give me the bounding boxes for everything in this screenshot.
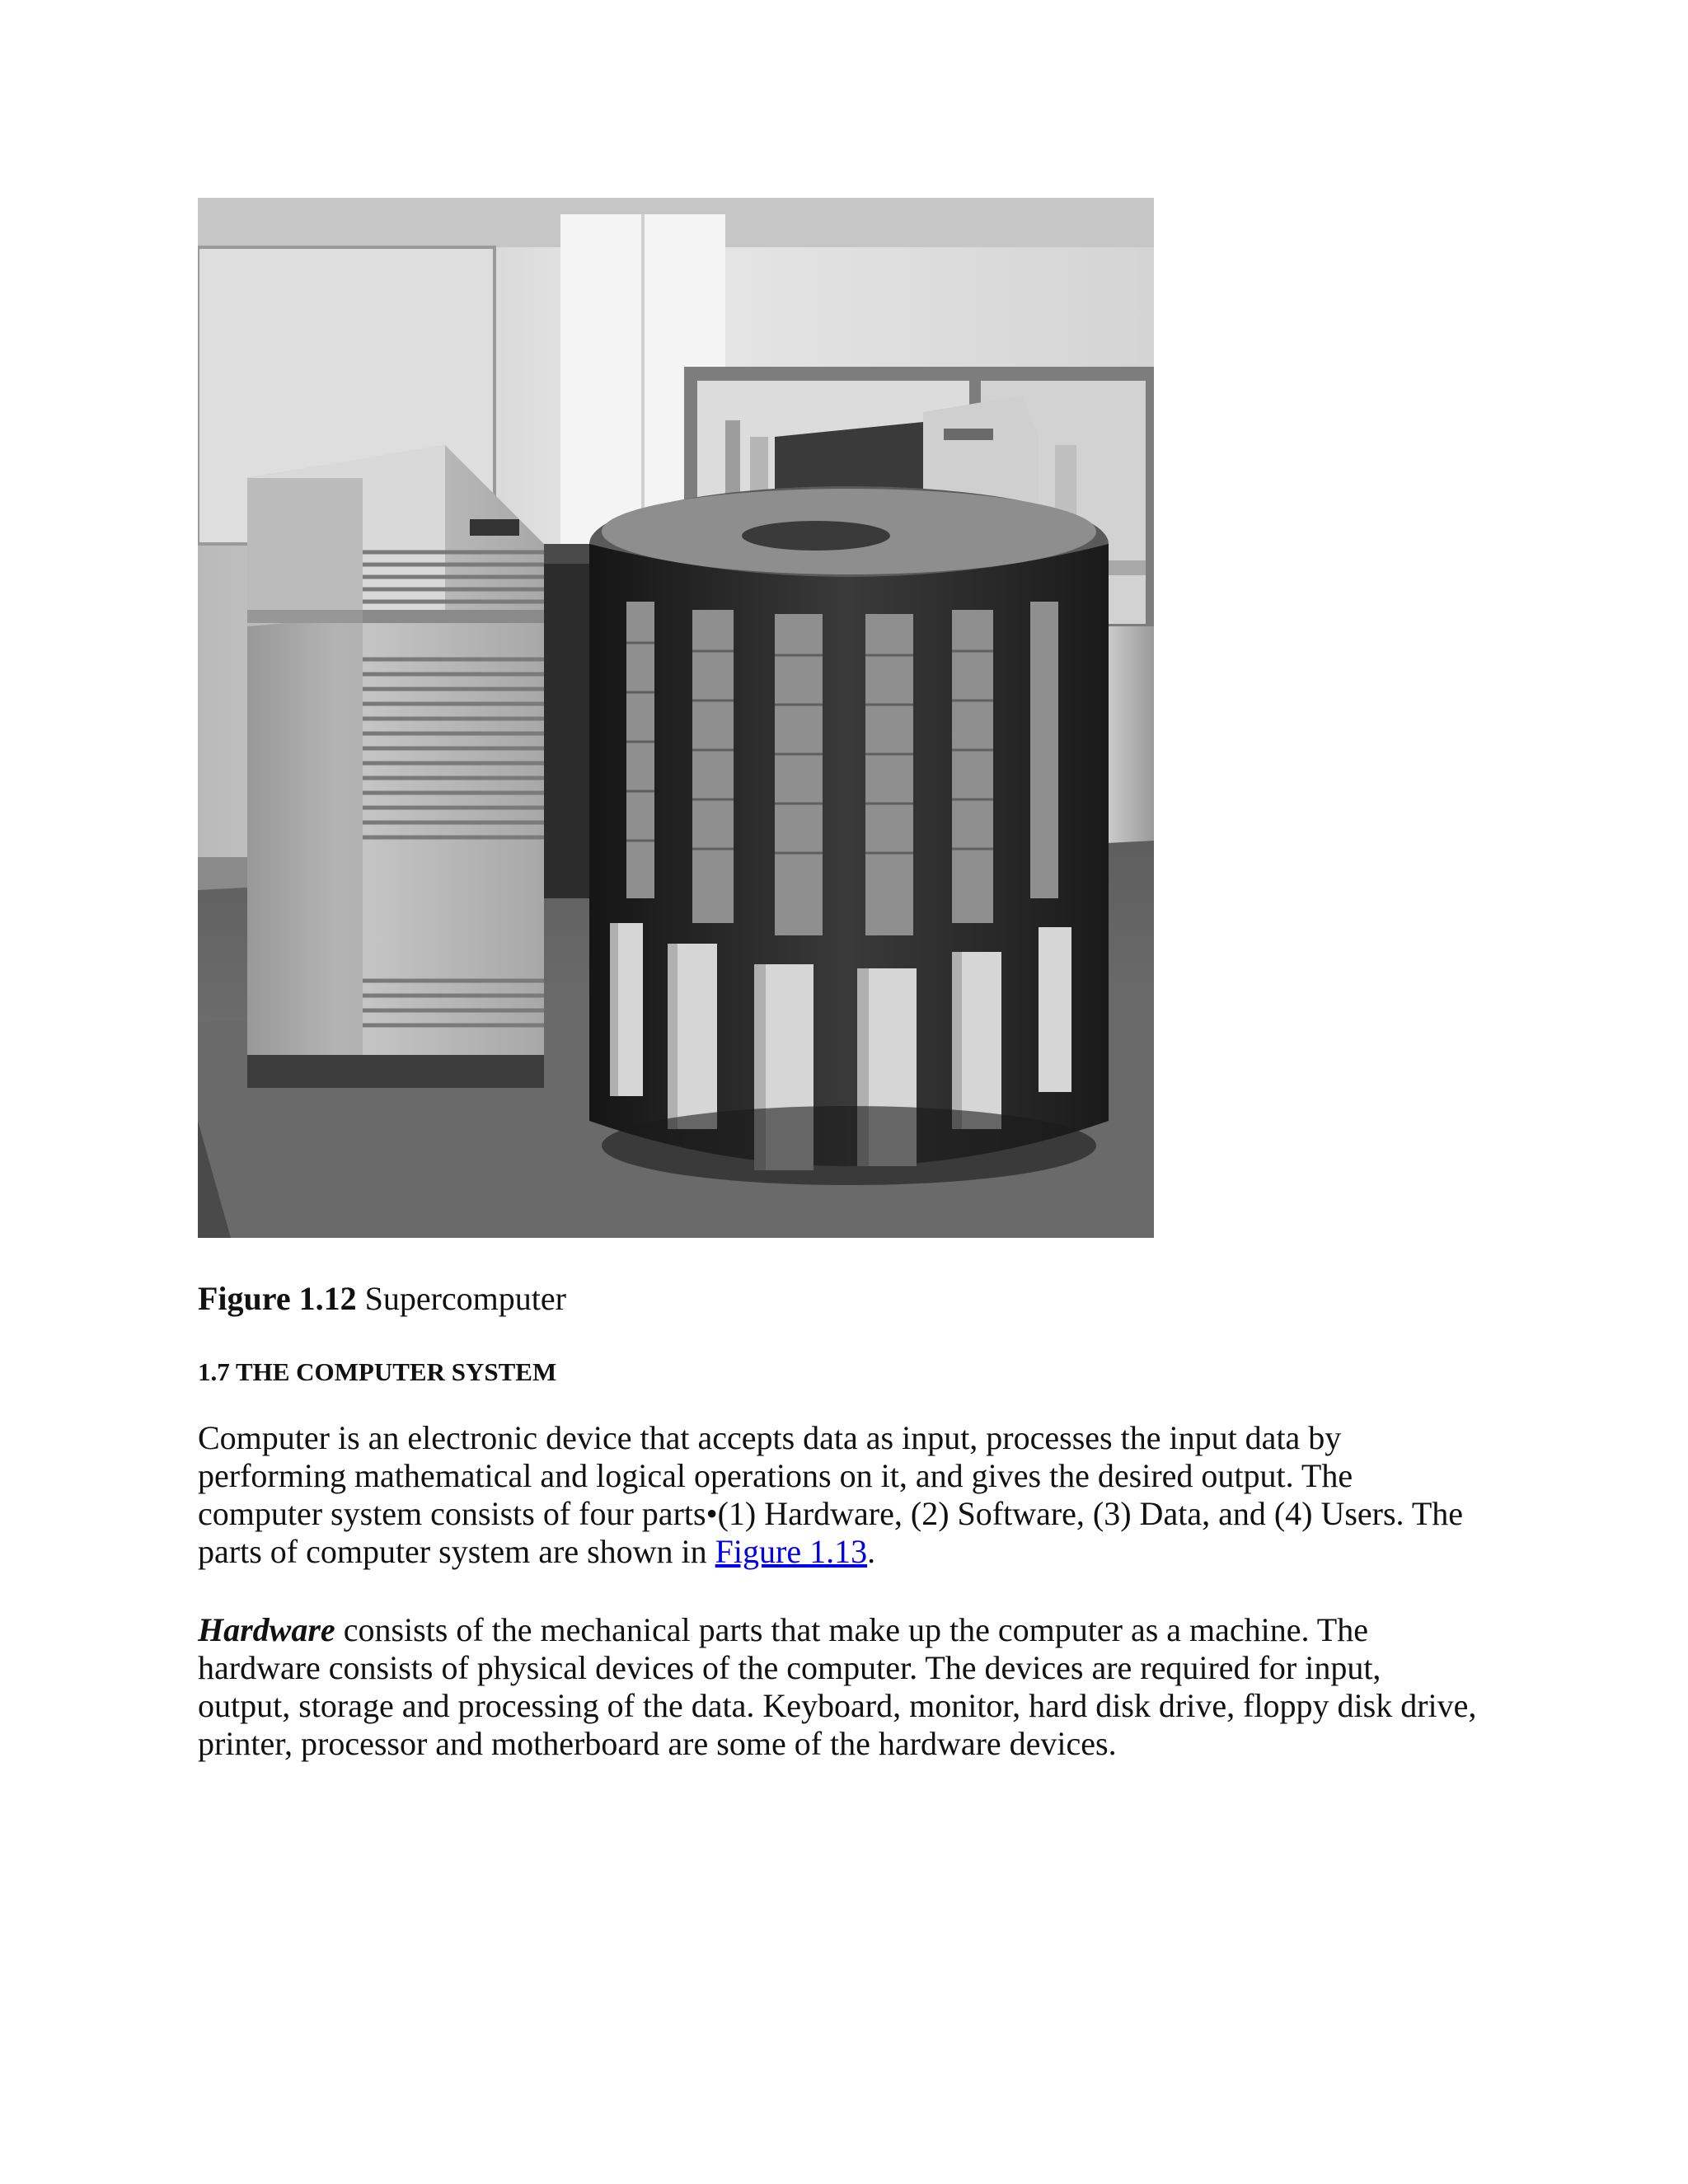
figure-caption bbox=[198, 1276, 566, 1322]
paragraph-text: consists of the mechanical parts that make up the computer as a machine. The bbox=[335, 1611, 1368, 1648]
paragraph-computer-system bbox=[198, 1419, 1484, 1571]
supercomputer-photo bbox=[198, 198, 1154, 1238]
paragraph-hardware bbox=[198, 1611, 1484, 1763]
figure-1-13-link[interactable]: Figure 1.13 bbox=[715, 1533, 868, 1570]
figure-title: Supercomputer bbox=[364, 1280, 566, 1317]
paragraph-line: Computer is an electronic device that accepts data as input, processes the input data by bbox=[198, 1419, 1342, 1456]
paragraph-text: . bbox=[867, 1533, 876, 1570]
paragraph-line: output, storage and processing of the data. Keyboard, monitor, hard disk drive, floppy disk drive, bbox=[198, 1687, 1477, 1724]
figure-number: Figure 1.12 bbox=[198, 1280, 357, 1317]
paragraph-text: parts of computer system are shown in bbox=[198, 1533, 715, 1570]
hardware-term: Hardware bbox=[198, 1611, 335, 1648]
supercomputer-illustration bbox=[198, 198, 1154, 1238]
paragraph-line bbox=[198, 1611, 1484, 1649]
paragraph-line: printer, processor and motherboard are some of the hardware devices. bbox=[198, 1725, 1117, 1762]
paragraph-line-with-link bbox=[198, 1533, 1484, 1571]
paragraph-line: hardware consists of physical devices of the computer. The devices are required for input, bbox=[198, 1649, 1381, 1686]
paragraph-line: computer system consists of four parts•(1) Hardware, (2) Software, (3) Data, and (4) Users. The bbox=[198, 1495, 1464, 1532]
section-heading: 1.7 THE COMPUTER SYSTEM bbox=[198, 1357, 557, 1386]
paragraph-line: performing mathematical and logical operations on it, and gives the desired output. The bbox=[198, 1457, 1353, 1494]
